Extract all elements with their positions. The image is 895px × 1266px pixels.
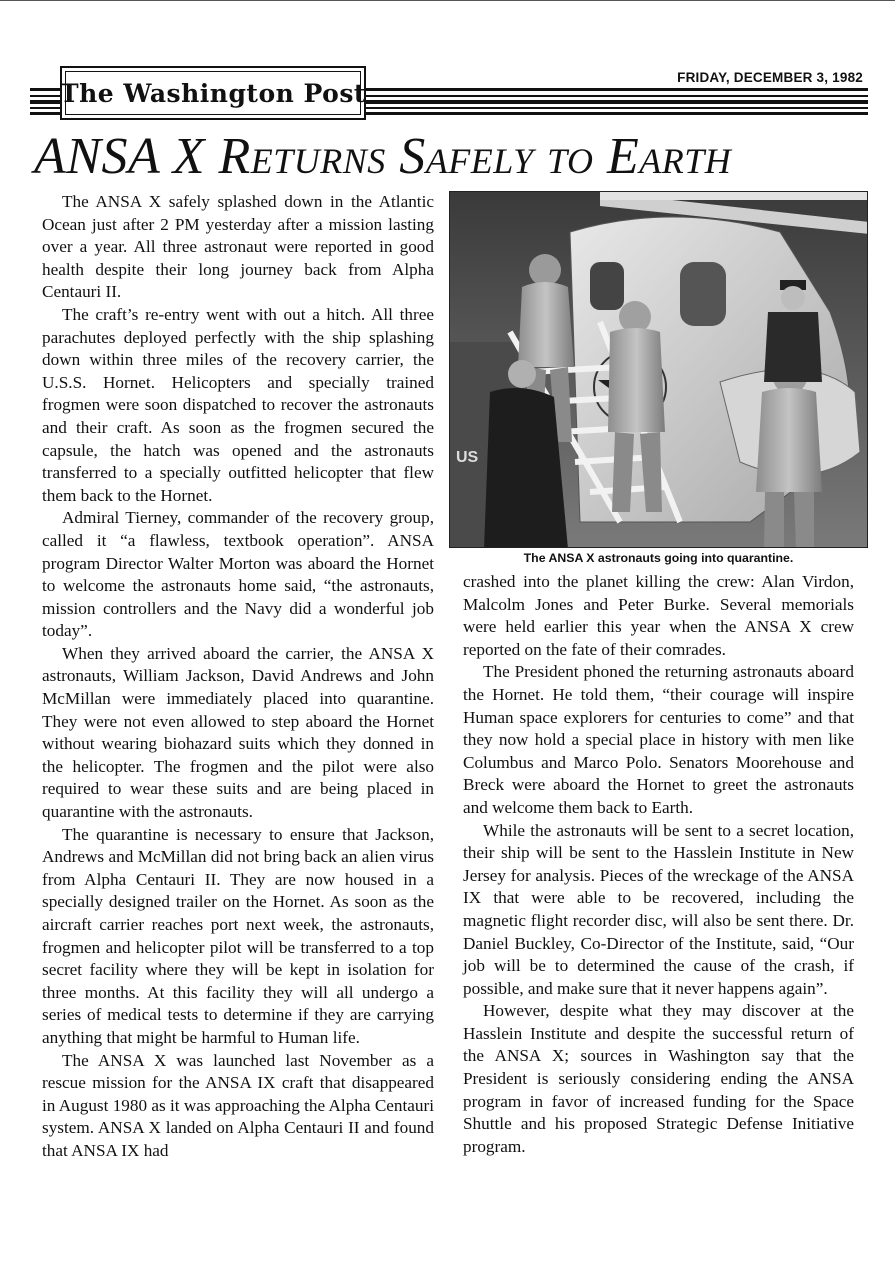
masthead-nameplate	[60, 66, 366, 120]
article-column-left	[42, 191, 434, 1163]
paragraph: The President phoned the returning astronauts aboard the Hornet. He told them, “their courage will inspire Human space explorers for centuries to come” and that they now hold a special place in history with men like Columbus and Marco Polo. Senators Moorehouse and Breck were aboard the Hornet to greet the astronauts and welcome them back to Earth.	[463, 662, 854, 817]
paragraph: The ANSA X safely splashed down in the Atlantic Ocean just after 2 PM yesterday after a mission lasting over a year. All three astronaut were reported in good health despite their long journey back from Alpha Centauri II.	[42, 192, 434, 302]
article-column-right	[463, 571, 854, 1158]
paragraph: The craft’s re-entry went with out a hitch. All three parachutes deployed perfectly with the ship splashing down within three miles of the recovery carrier, the U.S.S. Hornet. Helicopters and specially trained frogmen were soon dispatched to recover the astronauts and their craft. As soon as the frogmen secured the capsule, the hatch was opened and the astronauts transferred to a specially outfitted helicopter that flew them back to the Hornet.	[42, 304, 434, 505]
page-top-rule	[0, 0, 895, 1]
dateline: FRIDAY, DECEMBER 3, 1982	[671, 70, 863, 85]
paragraph: When they arrived aboard the carrier, the ANSA X astronauts, William Jackson, David Andrews and John McMillan were immediately placed into quarantine. They were not even allowed to step aboard the Hornet without wearing biohazard suits which they donned in the helicopter. The frogmen and the pilot were also required to wear these suits and are being placed in quarantine with the astronauts.	[42, 643, 434, 822]
headline: ANSA X Returns Safely to Earth	[34, 128, 732, 185]
newspaper-name: The Washington Post	[60, 78, 366, 108]
paragraph: However, despite what they may discover at the Hasslein Institute and despite the successful return of the ANSA X; sources in Washington say that the President is seriously considering ending the ANSA program in favor of increased funding for the Space Shuttle and his proposed Strategic Defense Initiative program.	[463, 1001, 854, 1156]
photo-caption: The ANSA X astronauts going into quarantine.	[523, 551, 794, 565]
hull-lettering: US	[456, 449, 479, 466]
paragraph: Admiral Tierney, commander of the recovery group, called it “a flawless, textbook operation”. ANSA program Director Walter Morton was aboard the Hornet to welcome the astronauts home said, “the astronauts, mission controllers and the Navy did a wonderful job today”.	[42, 508, 434, 641]
paragraph: The quarantine is necessary to ensure that Jackson, Andrews and McMillan did not bring back an alien virus from Alpha Centauri II. They are now housed in a specially designed trailer on the Hornet. As soon as the aircraft carrier reaches port next week, the astronauts, frogmen and helicopter pilot will be transferred to a top secret facility where they will be kept in isolation for three months. At this facility they will all undergo a series of medical tests to determine if they are carrying anything that might be harmful to Human life.	[42, 824, 434, 1047]
paragraph: The ANSA X was launched last November as a rescue mission for the ANSA IX craft that disappeared in August 1980 as it was approaching the Alpha Centauri system. ANSA X landed on Alpha Centauri II and found that ANSA IX had	[42, 1050, 434, 1160]
paragraph: While the astronauts will be sent to a secret location, their ship will be sent to the Hasslein Institute in New Jersey for analysis. Pieces of the wreckage of the ANSA IX that were able to be recovered, including the magnetic flight recorder disc, will also be sent there. Dr. Daniel Buckley, Co-Director of the Institute, said, “Our job will be to determined the cause of the crash, if possible, and make sure that it never happens again”.	[463, 820, 854, 998]
news-photo	[449, 191, 868, 548]
paragraph-continuation: crashed into the planet killing the crew: Alan Virdon, Malcolm Jones and Peter Burke. Several memorials were held earlier this year when the ANSA X crew reported on the fate of their comrades.	[463, 572, 854, 659]
